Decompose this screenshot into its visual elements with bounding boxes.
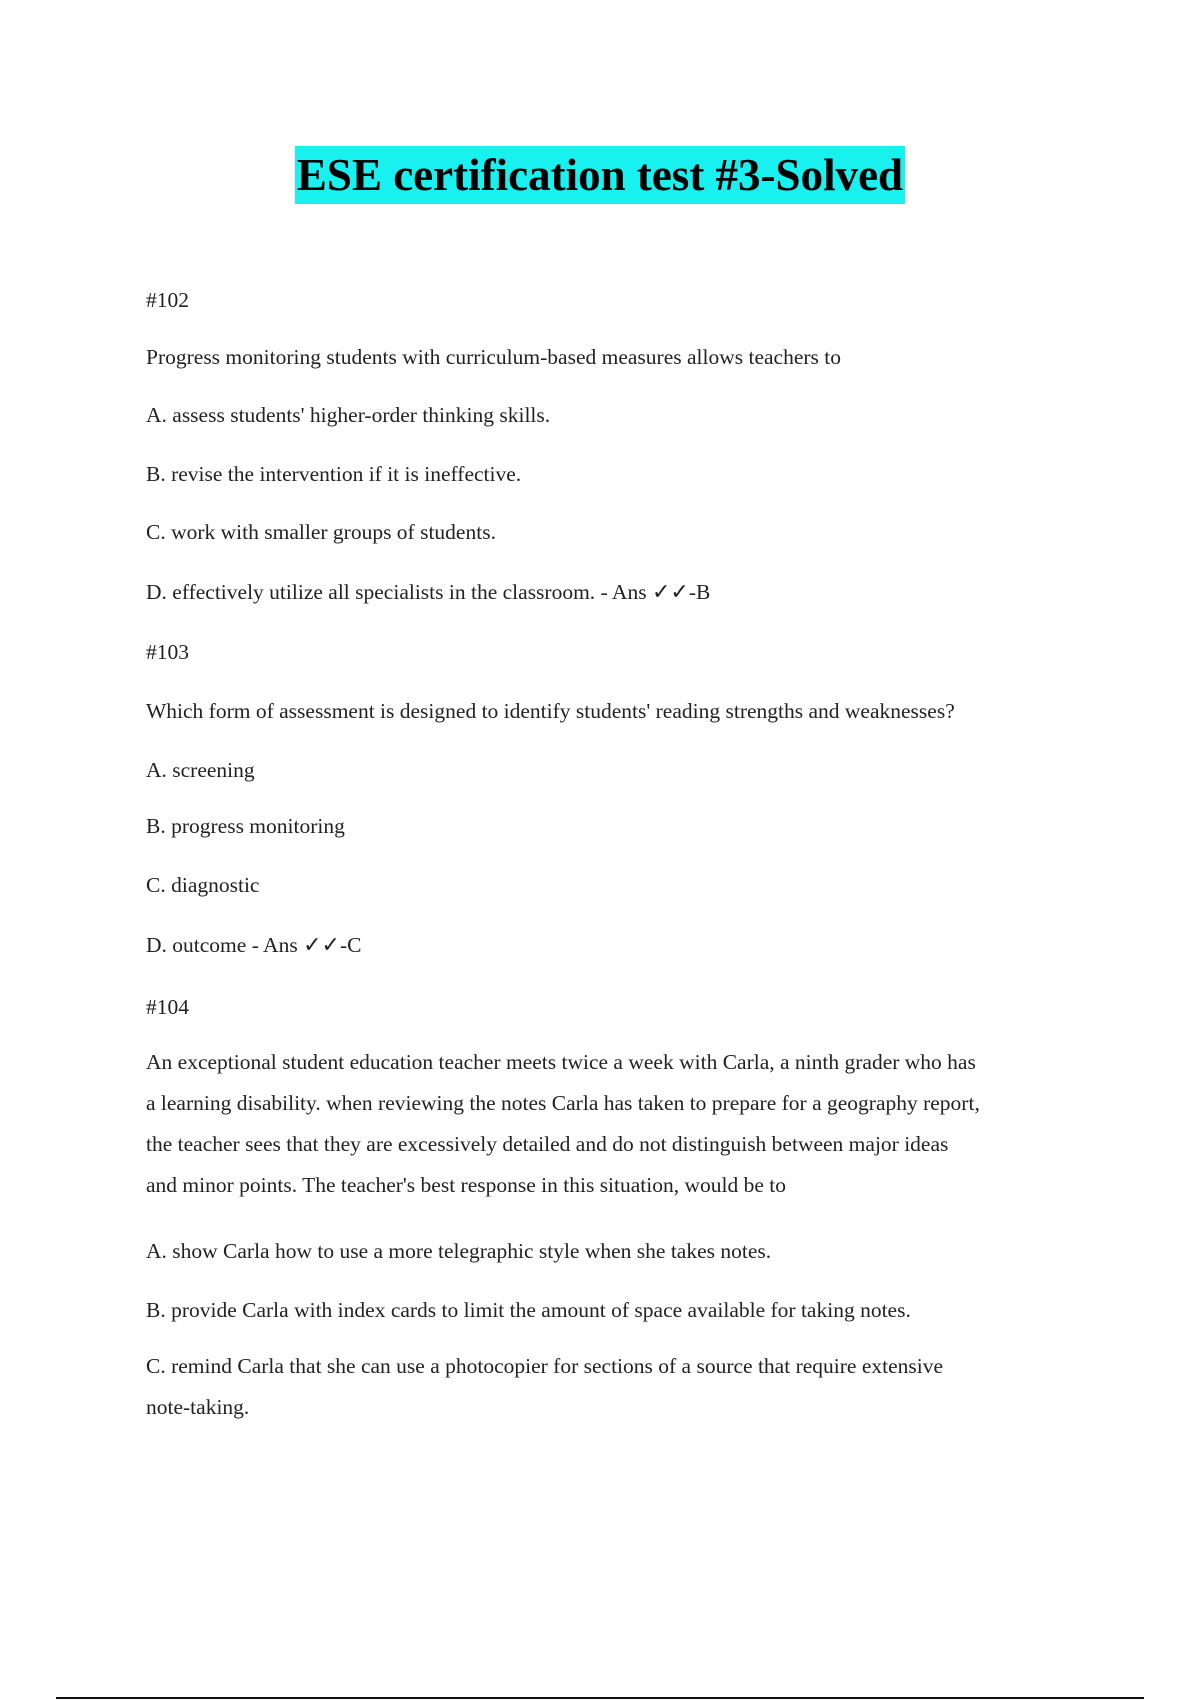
double-check-icon: ✓✓ bbox=[303, 933, 340, 958]
answer-option: B. provide Carla with index cards to limit the amount of space available for taking notes. bbox=[146, 1298, 911, 1322]
question-stem bbox=[146, 1042, 1096, 1206]
answer-option: D. outcome bbox=[146, 933, 247, 957]
answer-option: A. assess students' higher-order thinking skills. bbox=[146, 403, 551, 427]
stem-line: a learning disability. when reviewing the notes Carla has taken to prepare for a geography report, bbox=[146, 1091, 980, 1115]
option-line: C. remind Carla that she can use a photocopier for sections of a source that require extensive bbox=[146, 1354, 944, 1378]
answer-option: B. progress monitoring bbox=[146, 814, 345, 838]
answer-option: B. revise the intervention if it is ineffective. bbox=[146, 462, 522, 486]
answer-option: D. effectively utilize all specialists in the classroom. bbox=[146, 580, 596, 604]
answer-option: A. screening bbox=[146, 758, 255, 782]
answer-option: C. diagnostic bbox=[146, 873, 260, 897]
answer-prefix: - Ans bbox=[595, 580, 652, 604]
answer-key: -B bbox=[688, 580, 711, 604]
footer-divider bbox=[56, 1697, 1144, 1699]
title-block bbox=[0, 146, 1200, 204]
answer-option: A. show Carla how to use a more telegraphic style when she takes notes. bbox=[146, 1239, 772, 1263]
answer-option: C. work with smaller groups of students. bbox=[146, 520, 496, 544]
answer-option-with-key bbox=[146, 933, 361, 958]
question-number: #102 bbox=[146, 288, 189, 312]
stem-line: An exceptional student education teacher meets twice a week with Carla, a ninth grader who has bbox=[146, 1050, 976, 1074]
stem-line: the teacher sees that they are excessively detailed and do not distinguish between major ideas bbox=[146, 1132, 949, 1156]
double-check-icon: ✓✓ bbox=[651, 580, 689, 605]
option-line: note-taking. bbox=[146, 1395, 250, 1419]
question-stem: Which form of assessment is designed to identify students' reading strengths and weaknesses? bbox=[146, 699, 955, 723]
question-stem: Progress monitoring students with curriculum-based measures allows teachers to bbox=[146, 345, 842, 369]
question-number: #103 bbox=[146, 640, 189, 664]
answer-prefix: - Ans bbox=[246, 933, 304, 957]
answer-key: -C bbox=[339, 933, 362, 957]
answer-option-with-key bbox=[146, 580, 710, 605]
stem-line: and minor points. The teacher's best response in this situation, would be to bbox=[146, 1173, 787, 1197]
question-number: #104 bbox=[146, 995, 189, 1019]
page-title: ESE certification test #3-Solved bbox=[295, 146, 905, 204]
answer-option bbox=[146, 1346, 1096, 1428]
